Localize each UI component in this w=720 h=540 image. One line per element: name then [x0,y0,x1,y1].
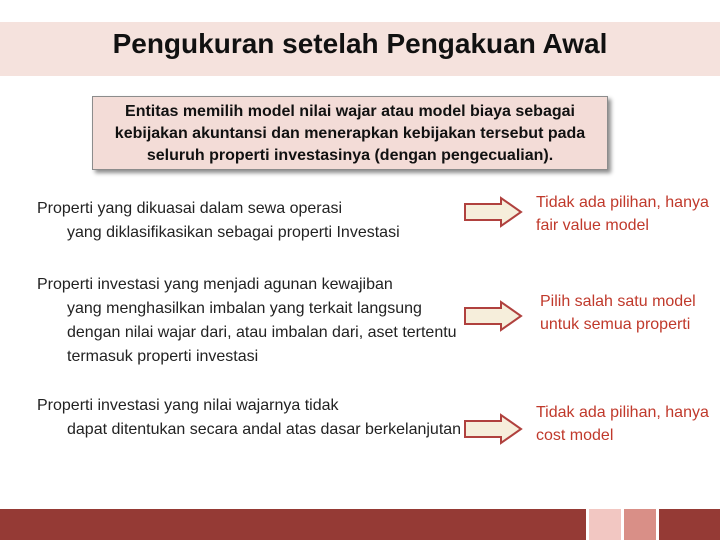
right-arrow-icon [463,300,523,332]
slide-title: Pengukuran setelah Pengakuan Awal [112,28,608,59]
result-text: Pilih salah satu model untuk semua properti [540,293,696,333]
right-arrow-icon [463,413,523,445]
result-text: Tidak ada pilihan, hanya fair value model [536,194,709,234]
list-item [37,197,477,245]
policy-callout-box: Entitas memilih model nilai wajar atau model biaya sebagai kebijakan akuntansi dan menerapkan kebijakan tersebut pada seluruh properti investasinya (dengan pengecualian). [92,96,608,170]
footer-bar-block-medium [624,509,656,540]
list-item [37,394,477,442]
right-arrow-icon [463,196,523,228]
item-first-line: Properti yang dikuasai dalam sewa operasi [37,200,343,217]
footer-bar [0,509,720,540]
item-continuation: dapat ditentukan secara andal atas dasar berkelanjutan [67,421,462,438]
footer-bar-main [0,509,586,540]
list-item [37,273,477,369]
item-first-line: Properti investasi yang menjadi agunan kewajiban [37,276,393,293]
result-text: Tidak ada pilihan, hanya cost model [536,404,709,444]
footer-bar-block-dark [659,509,720,540]
item-continuation: yang menghasilkan imbalan yang terkait langsung dengan nilai wajar dari, atau imbalan dari, aset tertentu termasuk properti investasi [67,300,457,365]
item-continuation: yang diklasifikasikan sebagai properti Investasi [67,224,400,241]
footer-bar-block-light [589,509,621,540]
item-first-line: Properti investasi yang nilai wajarnya tidak [37,397,339,414]
